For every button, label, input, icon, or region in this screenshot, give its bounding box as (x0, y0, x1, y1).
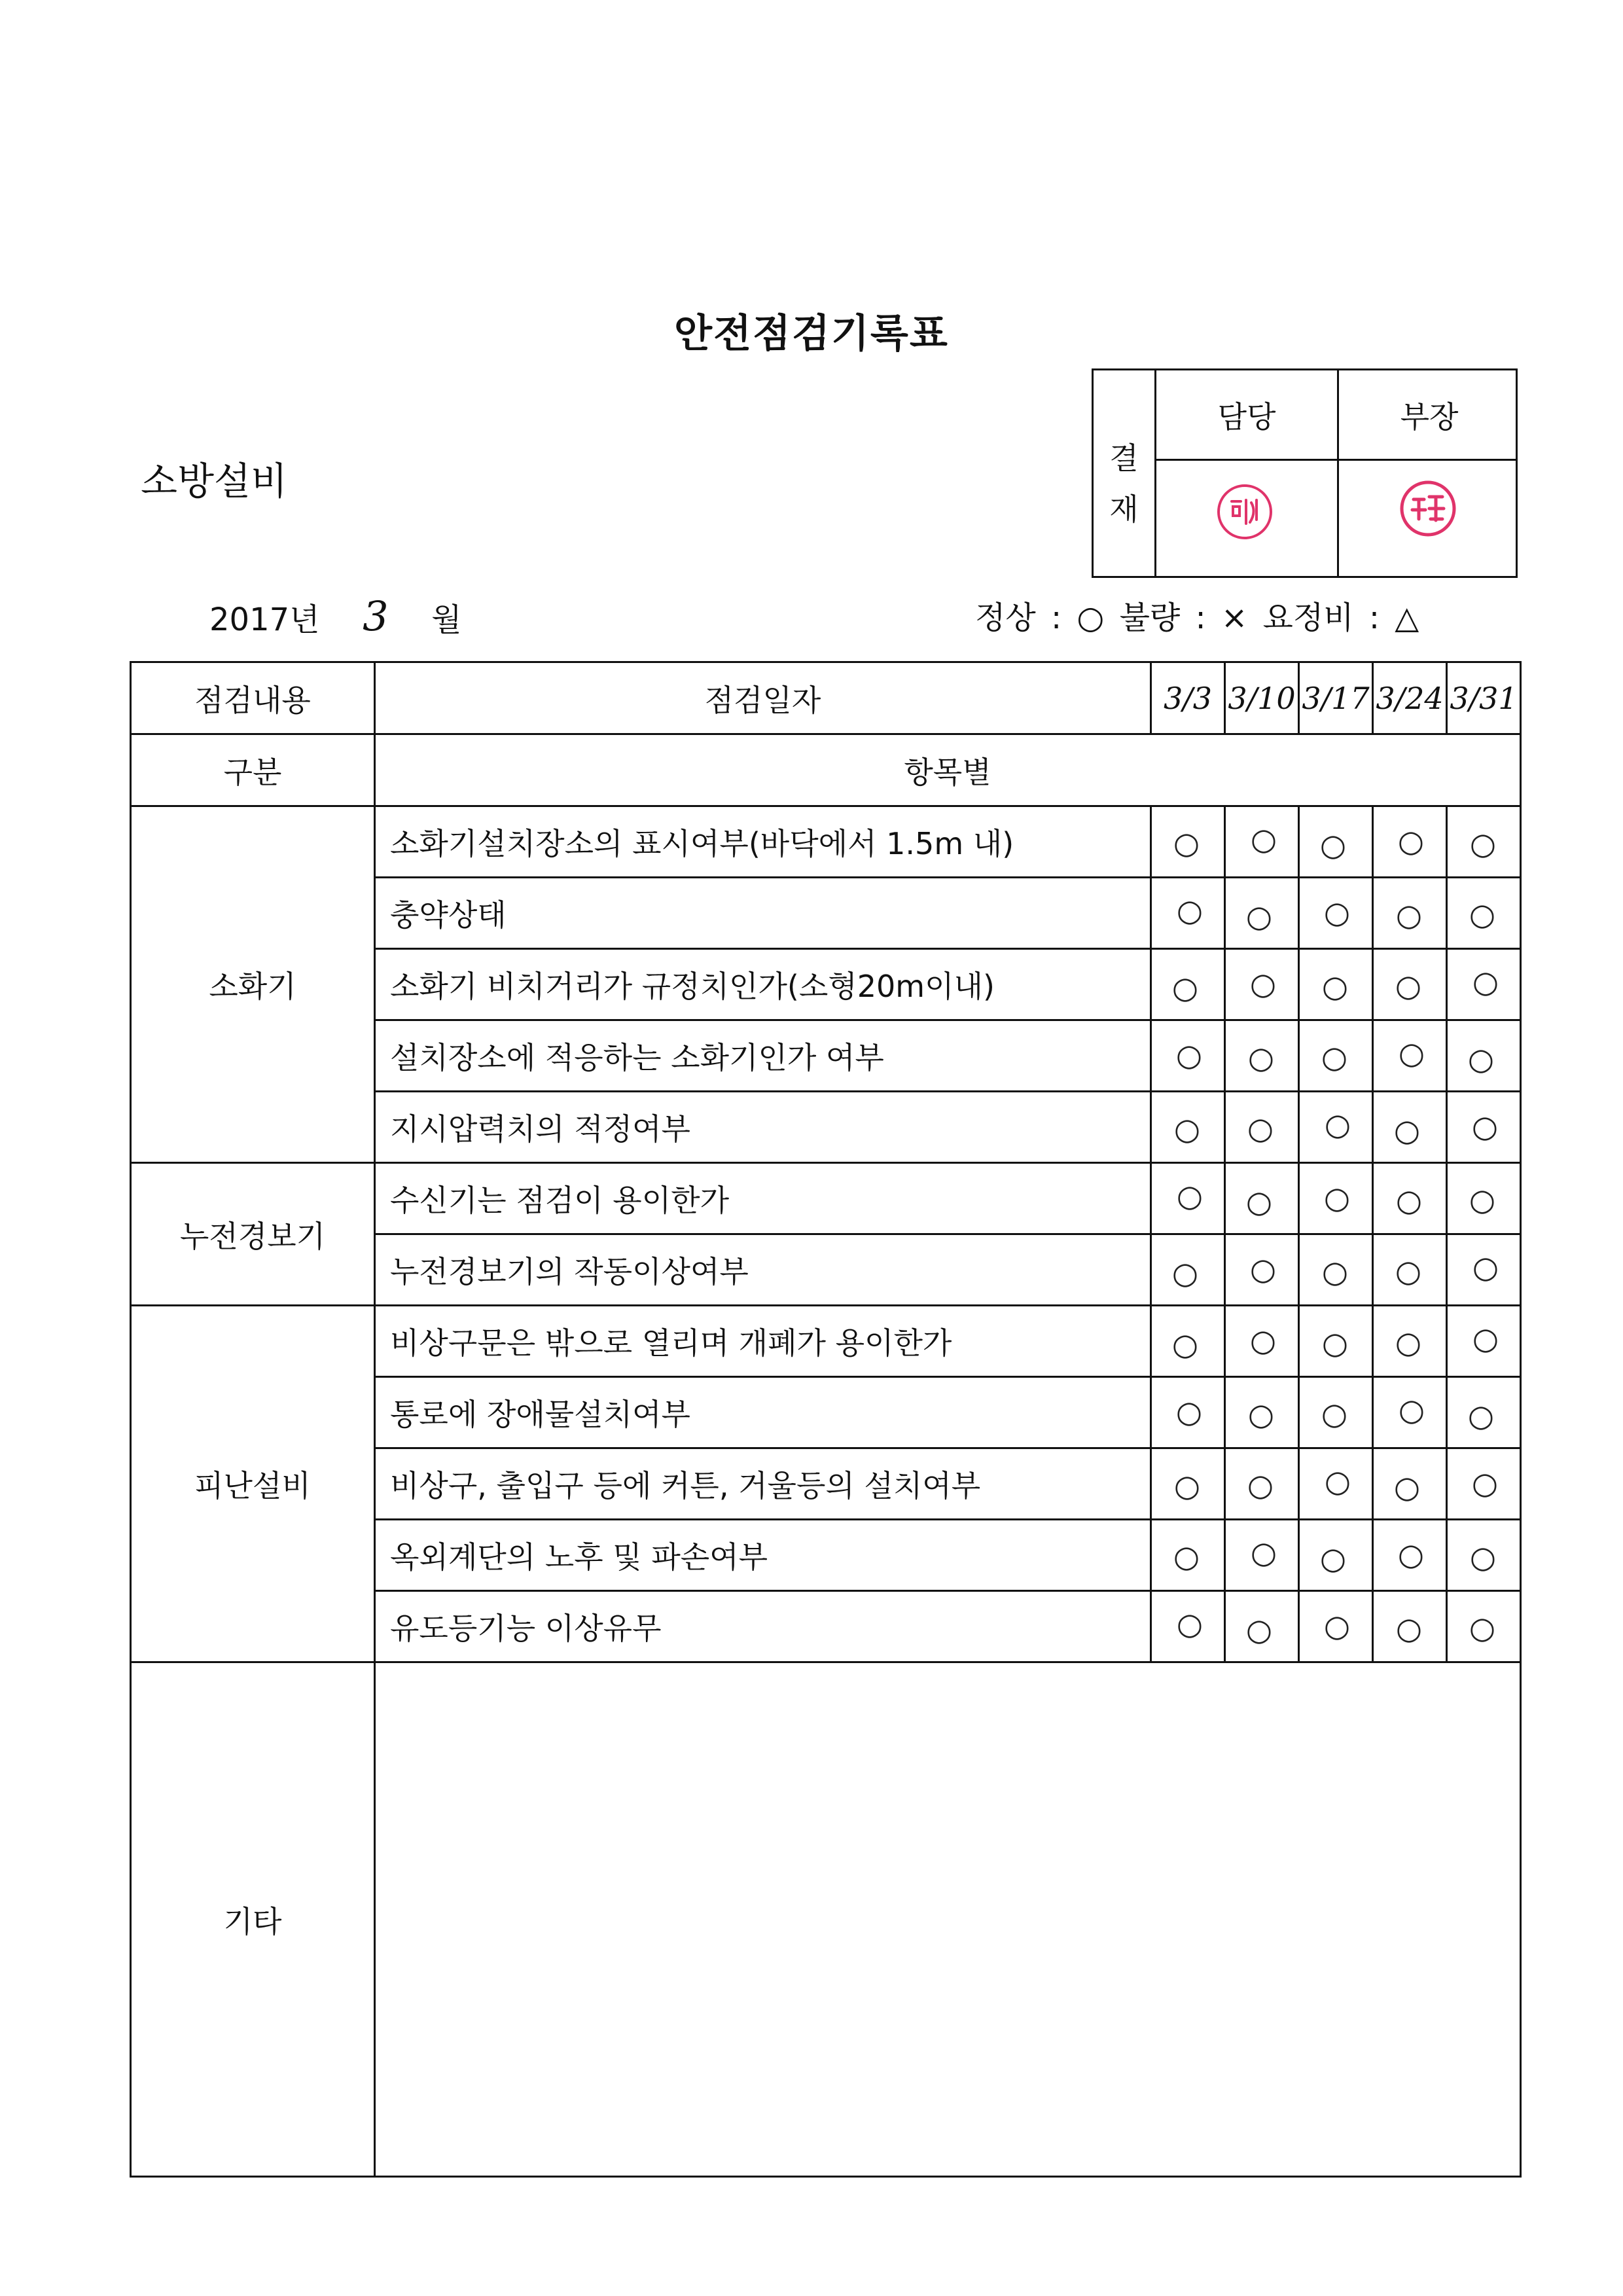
check-mark-cell (1151, 1377, 1225, 1448)
check-mark: ○ (1176, 1606, 1204, 1641)
check-mark: ○ (1247, 1397, 1275, 1432)
check-mark-cell (1447, 1092, 1521, 1163)
check-mark-cell (1447, 1591, 1521, 1662)
check-mark: ○ (1395, 897, 1423, 933)
check-mark: ○ (1249, 966, 1277, 1001)
check-mark-cell (1373, 1020, 1447, 1092)
check-mark-cell (1299, 1520, 1373, 1591)
department-label: 소방설비 (141, 459, 288, 503)
check-mark: ○ (1323, 1180, 1351, 1215)
check-mark: ○ (1324, 1107, 1351, 1142)
check-mark: ○ (1321, 969, 1349, 1004)
check-mark-cell (1151, 878, 1225, 949)
check-mark: ○ (1249, 1251, 1277, 1287)
check-mark: ○ (1321, 1039, 1348, 1075)
staff-seal-stamp (1213, 480, 1276, 543)
check-mark: ○ (1397, 823, 1425, 859)
check-mark-cell (1447, 1448, 1521, 1520)
check-mark-cell (1299, 1020, 1373, 1092)
table-row (131, 1306, 1521, 1377)
check-mark: ○ (1397, 1537, 1425, 1572)
check-mark-cell (1151, 1520, 1225, 1591)
check-mark: ○ (1175, 1394, 1203, 1429)
check-mark-cell (1373, 1520, 1447, 1591)
table-row (131, 1163, 1521, 1234)
check-mark-cell (1225, 1591, 1299, 1662)
check-mark-cell (1447, 1234, 1521, 1306)
approval-label (1094, 433, 1154, 535)
manager-seal-stamp (1397, 477, 1459, 540)
check-mark-cell (1373, 1306, 1447, 1377)
item-label: 비상구문은 밖으로 열리며 개폐가 용이한가 (375, 1306, 1151, 1377)
check-mark-cell (1373, 1591, 1447, 1662)
check-mark: ○ (1467, 1398, 1495, 1433)
check-mark: ○ (1469, 1182, 1496, 1217)
approval-label-1: 결 (1109, 440, 1139, 476)
inspection-table (130, 661, 1522, 2178)
check-mark: ○ (1176, 1178, 1204, 1213)
date-cell: 3/31 (1447, 662, 1521, 734)
subheader-category: 구분 (131, 734, 375, 806)
category-cell: 누전경보기 (131, 1163, 375, 1306)
check-mark: ○ (1319, 1541, 1347, 1576)
check-mark: ○ (1171, 1255, 1199, 1291)
check-mark-cell (1225, 1020, 1299, 1092)
check-mark: ○ (1173, 1468, 1201, 1503)
check-mark-cell (1447, 949, 1521, 1020)
check-mark: ○ (1250, 1535, 1277, 1570)
category-cell: 피난설비 (131, 1306, 375, 1662)
item-label: 수신기는 점검이 용이한가 (375, 1163, 1151, 1234)
check-mark: ○ (1173, 1539, 1200, 1574)
check-mark: ○ (1250, 821, 1277, 857)
date-cell: 3/17 (1299, 662, 1373, 734)
check-mark-cell (1225, 1306, 1299, 1377)
check-mark-cell (1299, 806, 1373, 878)
date-cell: 3/10 (1225, 662, 1299, 734)
check-mark-cell (1373, 1092, 1447, 1163)
approval-role-staff: 담당 (1217, 399, 1276, 435)
item-label: 소화기 비치거리가 규정치인가(소형20m이내) (375, 949, 1151, 1020)
check-mark-cell (1373, 1163, 1447, 1234)
check-mark: ○ (1395, 1611, 1423, 1646)
check-mark-cell (1225, 1163, 1299, 1234)
approval-label-2: 재 (1109, 492, 1139, 527)
item-label: 소화기설치장소의 표시여부(바닥에서 1.5m 내) (375, 806, 1151, 878)
check-mark: ○ (1319, 827, 1347, 863)
check-mark-cell (1373, 1234, 1447, 1306)
check-mark: ○ (1467, 1041, 1495, 1077)
legend: 정상 : ○ 불량 : × 요정비 : △ (975, 600, 1419, 636)
check-mark-cell (1299, 1377, 1373, 1448)
check-mark: ○ (1245, 1184, 1273, 1219)
check-mark: ○ (1323, 1608, 1351, 1643)
check-mark-cell (1299, 1092, 1373, 1163)
check-mark: ○ (1321, 1254, 1349, 1289)
check-mark-cell (1225, 806, 1299, 878)
item-label: 충약상태 (375, 878, 1151, 949)
check-mark-cell (1151, 1234, 1225, 1306)
header-inspection-content: 점검내용 (131, 662, 375, 734)
check-mark: ○ (1321, 1396, 1348, 1431)
check-mark-cell (1373, 1377, 1447, 1448)
check-mark-cell (1151, 1306, 1225, 1377)
year-label: 2017년 (209, 601, 320, 638)
other-label: 기타 (131, 1662, 375, 2177)
check-mark-cell (1373, 806, 1447, 878)
check-mark: ○ (1175, 1037, 1203, 1073)
check-mark-cell (1151, 1591, 1225, 1662)
check-mark-cell (1225, 1448, 1299, 1520)
check-mark: ○ (1245, 899, 1273, 934)
check-mark: ○ (1395, 968, 1422, 1003)
check-mark: ○ (1323, 895, 1351, 930)
check-mark: ○ (1321, 1325, 1349, 1361)
check-mark-cell (1299, 878, 1373, 949)
check-mark: ○ (1173, 1111, 1201, 1147)
check-mark-cell (1225, 1520, 1299, 1591)
check-mark-cell (1373, 949, 1447, 1020)
check-mark-cell (1447, 1377, 1521, 1448)
header-inspection-date: 점검일자 (375, 662, 1151, 734)
check-mark-cell (1151, 806, 1225, 878)
check-mark: ○ (1472, 1321, 1499, 1356)
check-mark-cell (1225, 1377, 1299, 1448)
check-mark: ○ (1471, 1465, 1499, 1501)
check-mark-cell (1225, 878, 1299, 949)
check-mark: ○ (1395, 1325, 1422, 1360)
check-mark-cell (1299, 949, 1373, 1020)
check-mark: ○ (1393, 1469, 1421, 1505)
check-mark-cell (1151, 1448, 1225, 1520)
approval-box (1092, 368, 1518, 578)
check-mark: ○ (1395, 1253, 1422, 1289)
check-mark-cell (1151, 1020, 1225, 1092)
item-label: 비상구, 출입구 등에 커튼, 거울등의 설치여부 (375, 1448, 1151, 1520)
check-mark-cell (1225, 1234, 1299, 1306)
check-mark-cell (1447, 1163, 1521, 1234)
check-mark-cell (1299, 1448, 1373, 1520)
item-label: 누전경보기의 작동이상여부 (375, 1234, 1151, 1306)
check-mark-cell (1225, 1092, 1299, 1163)
check-mark-cell (1447, 806, 1521, 878)
item-label: 유도등기능 이상유무 (375, 1591, 1151, 1662)
check-mark: ○ (1249, 1323, 1277, 1358)
check-mark-cell (1299, 1306, 1373, 1377)
date-cell: 3/24 (1373, 662, 1447, 734)
check-mark: ○ (1395, 1183, 1423, 1218)
check-mark-cell (1373, 878, 1447, 949)
check-mark-cell (1299, 1591, 1373, 1662)
table-row (131, 806, 1521, 878)
check-mark: ○ (1398, 1392, 1425, 1427)
item-label: 설치장소에 적응하는 소화기인가 여부 (375, 1020, 1151, 1092)
check-mark: ○ (1247, 1040, 1275, 1075)
subheader-items: 항목별 (375, 734, 1521, 806)
check-mark-cell (1299, 1163, 1373, 1234)
document-title: 안전점검기록표 (674, 311, 949, 357)
check-mark: ○ (1171, 970, 1199, 1005)
check-mark: ○ (1469, 1539, 1497, 1575)
month-label: 월 (431, 601, 462, 638)
check-mark: ○ (1393, 1113, 1421, 1148)
check-mark-cell (1447, 1306, 1521, 1377)
category-cell: 소화기 (131, 806, 375, 1163)
item-label: 옥외계단의 노후 및 파손여부 (375, 1520, 1151, 1591)
check-mark: ○ (1173, 825, 1200, 861)
check-mark: ○ (1472, 964, 1499, 999)
other-row (131, 1662, 1521, 2177)
check-mark: ○ (1171, 1327, 1199, 1362)
check-mark: ○ (1469, 897, 1496, 932)
check-mark: ○ (1247, 1111, 1274, 1146)
other-notes-area (375, 1662, 1521, 2177)
check-mark-cell (1447, 1520, 1521, 1591)
check-mark: ○ (1469, 826, 1497, 861)
check-mark-cell (1447, 878, 1521, 949)
check-mark-cell (1447, 1020, 1521, 1092)
check-mark-cell (1299, 1234, 1373, 1306)
check-mark: ○ (1471, 1109, 1499, 1144)
check-mark: ○ (1469, 1610, 1496, 1645)
date-line (209, 592, 461, 640)
check-mark: ○ (1245, 1612, 1273, 1647)
date-cell: 3/3 (1151, 662, 1225, 734)
item-label: 통로에 장애물설치여부 (375, 1377, 1151, 1448)
check-mark: ○ (1247, 1467, 1274, 1503)
check-mark-cell (1151, 949, 1225, 1020)
check-mark: ○ (1176, 893, 1204, 928)
check-mark-cell (1225, 949, 1299, 1020)
check-mark: ○ (1324, 1463, 1351, 1499)
check-mark: ○ (1472, 1249, 1499, 1285)
check-mark: ○ (1398, 1035, 1425, 1071)
month-handwritten: 3 (363, 592, 389, 640)
check-mark-cell (1151, 1163, 1225, 1234)
check-mark-cell (1373, 1448, 1447, 1520)
check-mark-cell (1151, 1092, 1225, 1163)
approval-role-manager: 부장 (1400, 399, 1459, 435)
item-label: 지시압력치의 적정여부 (375, 1092, 1151, 1163)
